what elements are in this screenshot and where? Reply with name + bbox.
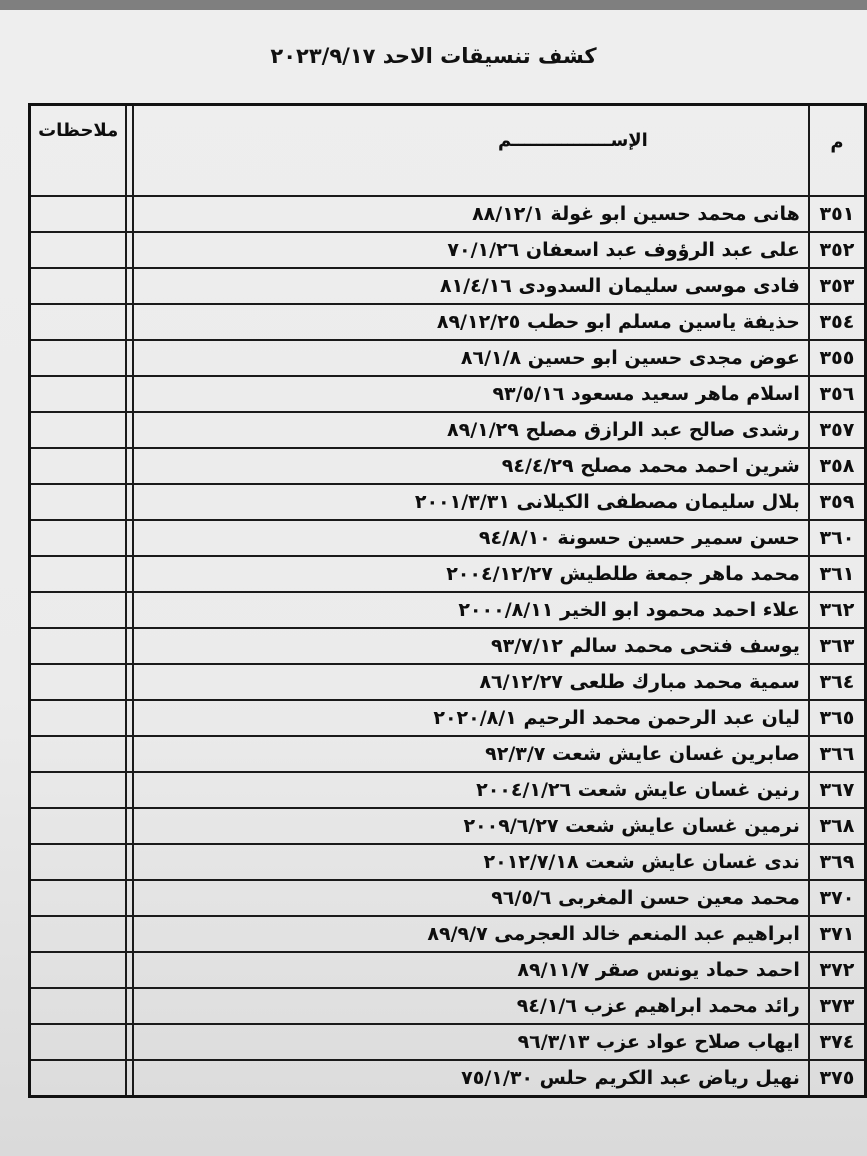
row-name: حذيفة ياسين مسلم ابو حطب ٨٩/١٢/٢٥ bbox=[133, 304, 809, 340]
row-spacer bbox=[126, 412, 132, 448]
row-notes bbox=[30, 1024, 127, 1060]
table-row bbox=[30, 304, 866, 340]
row-spacer bbox=[126, 592, 132, 628]
row-number: ٣٧٣ bbox=[809, 988, 866, 1024]
row-number: ٣٦٧ bbox=[809, 772, 866, 808]
row-spacer bbox=[126, 376, 132, 412]
table-row bbox=[30, 772, 866, 808]
row-number: ٣٦٥ bbox=[809, 700, 866, 736]
row-spacer bbox=[126, 844, 132, 880]
row-name: ايهاب صلاح عواد عزب ٩٦/٣/١٣ bbox=[133, 1024, 809, 1060]
row-notes bbox=[30, 844, 127, 880]
table-row bbox=[30, 268, 866, 304]
row-notes bbox=[30, 952, 127, 988]
table-row bbox=[30, 340, 866, 376]
row-name: نرمين غسان عايش شعت ٢٠٠٩/٦/٢٧ bbox=[133, 808, 809, 844]
row-spacer bbox=[126, 916, 132, 952]
row-name: شرين احمد محمد مصلح ٩٤/٤/٢٩ bbox=[133, 448, 809, 484]
row-number: ٣٦٦ bbox=[809, 736, 866, 772]
row-notes bbox=[30, 916, 127, 952]
table-row bbox=[30, 1024, 866, 1060]
row-spacer bbox=[126, 736, 132, 772]
row-number: ٣٦٤ bbox=[809, 664, 866, 700]
row-spacer bbox=[126, 1024, 132, 1060]
row-name: احمد حماد يونس صقر ٨٩/١١/٧ bbox=[133, 952, 809, 988]
row-notes bbox=[30, 736, 127, 772]
row-number: ٣٥٣ bbox=[809, 268, 866, 304]
header-spacer bbox=[126, 105, 132, 197]
table-row bbox=[30, 232, 866, 268]
row-spacer bbox=[126, 520, 132, 556]
row-name: بلال سليمان مصطفى الكيلانى ٢٠٠١/٣/٣١ bbox=[133, 484, 809, 520]
table-row bbox=[30, 916, 866, 952]
row-name: فادى موسى سليمان السدودى ٨١/٤/١٦ bbox=[133, 268, 809, 304]
table-row bbox=[30, 988, 866, 1024]
row-notes bbox=[30, 808, 127, 844]
paper-page bbox=[0, 10, 867, 1156]
row-notes bbox=[30, 340, 127, 376]
row-number: ٣٥٨ bbox=[809, 448, 866, 484]
names-table bbox=[28, 103, 867, 1098]
row-number: ٣٦٢ bbox=[809, 592, 866, 628]
row-name: علاء احمد محمود ابو الخير ٢٠٠٠/٨/١١ bbox=[133, 592, 809, 628]
row-spacer bbox=[126, 808, 132, 844]
table-row bbox=[30, 1060, 866, 1097]
row-name: هانى محمد حسين ابو غولة ٨٨/١٢/١ bbox=[133, 196, 809, 232]
row-number: ٣٥٩ bbox=[809, 484, 866, 520]
row-spacer bbox=[126, 700, 132, 736]
row-number: ٣٦٣ bbox=[809, 628, 866, 664]
row-notes bbox=[30, 1060, 127, 1097]
row-name: حسن سمير حسين حسونة ٩٤/٨/١٠ bbox=[133, 520, 809, 556]
header-number: م bbox=[809, 105, 866, 197]
row-number: ٣٥٥ bbox=[809, 340, 866, 376]
row-name: رنين غسان عايش شعت ٢٠٠٤/١/٢٦ bbox=[133, 772, 809, 808]
table-row bbox=[30, 664, 866, 700]
header-name: الإســــــــــــــــم bbox=[133, 105, 809, 197]
table-row bbox=[30, 700, 866, 736]
row-name: صابرين غسان عايش شعت ٩٢/٣/٧ bbox=[133, 736, 809, 772]
row-name: محمد معين حسن المغربى ٩٦/٥/٦ bbox=[133, 880, 809, 916]
row-spacer bbox=[126, 988, 132, 1024]
row-number: ٣٥١ bbox=[809, 196, 866, 232]
row-name: رائد محمد ابراهيم عزب ٩٤/١/٦ bbox=[133, 988, 809, 1024]
table-row bbox=[30, 628, 866, 664]
row-notes bbox=[30, 376, 127, 412]
row-notes bbox=[30, 700, 127, 736]
row-name: رشدى صالح عبد الرازق مصلح ٨٩/١/٢٩ bbox=[133, 412, 809, 448]
row-spacer bbox=[126, 664, 132, 700]
table-row bbox=[30, 520, 866, 556]
table-body bbox=[30, 196, 866, 1097]
row-name: على عبد الرؤوف عبد اسعفان ٧٠/١/٢٦ bbox=[133, 232, 809, 268]
row-name: عوض مجدى حسين ابو حسين ٨٦/١/٨ bbox=[133, 340, 809, 376]
row-number: ٣٧٤ bbox=[809, 1024, 866, 1060]
row-number: ٣٥٦ bbox=[809, 376, 866, 412]
row-notes bbox=[30, 448, 127, 484]
document-title: كشف تنسيقات الاحد ٢٠٢٣/٩/١٧ bbox=[270, 44, 597, 68]
row-notes bbox=[30, 268, 127, 304]
table-header-row bbox=[30, 105, 866, 197]
row-notes bbox=[30, 232, 127, 268]
row-name: ندى غسان عايش شعت ٢٠١٢/٧/١٨ bbox=[133, 844, 809, 880]
row-spacer bbox=[126, 304, 132, 340]
row-spacer bbox=[126, 628, 132, 664]
row-spacer bbox=[126, 232, 132, 268]
table-row bbox=[30, 412, 866, 448]
row-spacer bbox=[126, 484, 132, 520]
row-name: نهيل رياض عبد الكريم حلس ٧٥/١/٣٠ bbox=[133, 1060, 809, 1097]
table-row bbox=[30, 952, 866, 988]
table-row bbox=[30, 844, 866, 880]
row-name: ابراهيم عبد المنعم خالد العجرمى ٨٩/٩/٧ bbox=[133, 916, 809, 952]
row-number: ٣٦٠ bbox=[809, 520, 866, 556]
row-notes bbox=[30, 520, 127, 556]
table-row bbox=[30, 376, 866, 412]
header-notes: ملاحظات bbox=[30, 105, 127, 197]
row-spacer bbox=[126, 556, 132, 592]
row-number: ٣٥٧ bbox=[809, 412, 866, 448]
table-row bbox=[30, 556, 866, 592]
row-notes bbox=[30, 556, 127, 592]
row-number: ٣٥٤ bbox=[809, 304, 866, 340]
row-number: ٣٦١ bbox=[809, 556, 866, 592]
row-name: اسلام ماهر سعيد مسعود ٩٣/٥/١٦ bbox=[133, 376, 809, 412]
row-name: ليان عبد الرحمن محمد الرحيم ٢٠٢٠/٨/١ bbox=[133, 700, 809, 736]
row-notes bbox=[30, 880, 127, 916]
row-number: ٣٦٨ bbox=[809, 808, 866, 844]
row-number: ٣٥٢ bbox=[809, 232, 866, 268]
row-spacer bbox=[126, 1060, 132, 1097]
table-row bbox=[30, 448, 866, 484]
row-notes bbox=[30, 988, 127, 1024]
row-number: ٣٦٩ bbox=[809, 844, 866, 880]
row-spacer bbox=[126, 952, 132, 988]
row-name: سمية محمد مبارك طلعى ٨٦/١٢/٢٧ bbox=[133, 664, 809, 700]
row-notes bbox=[30, 772, 127, 808]
row-notes bbox=[30, 412, 127, 448]
table-row bbox=[30, 736, 866, 772]
row-notes bbox=[30, 484, 127, 520]
row-spacer bbox=[126, 268, 132, 304]
table-row bbox=[30, 808, 866, 844]
row-number: ٣٧٢ bbox=[809, 952, 866, 988]
table-row bbox=[30, 484, 866, 520]
table-row bbox=[30, 592, 866, 628]
row-name: محمد ماهر جمعة طلطيش ٢٠٠٤/١٢/٢٧ bbox=[133, 556, 809, 592]
row-spacer bbox=[126, 880, 132, 916]
row-spacer bbox=[126, 448, 132, 484]
table-row bbox=[30, 196, 866, 232]
row-notes bbox=[30, 592, 127, 628]
table-row bbox=[30, 880, 866, 916]
row-name: يوسف فتحى محمد سالم ٩٣/٧/١٢ bbox=[133, 628, 809, 664]
row-number: ٣٧١ bbox=[809, 916, 866, 952]
row-number: ٣٧٠ bbox=[809, 880, 866, 916]
row-spacer bbox=[126, 196, 132, 232]
row-notes bbox=[30, 304, 127, 340]
row-notes bbox=[30, 628, 127, 664]
row-notes bbox=[30, 664, 127, 700]
row-spacer bbox=[126, 340, 132, 376]
row-spacer bbox=[126, 772, 132, 808]
row-number: ٣٧٥ bbox=[809, 1060, 866, 1097]
row-notes bbox=[30, 196, 127, 232]
